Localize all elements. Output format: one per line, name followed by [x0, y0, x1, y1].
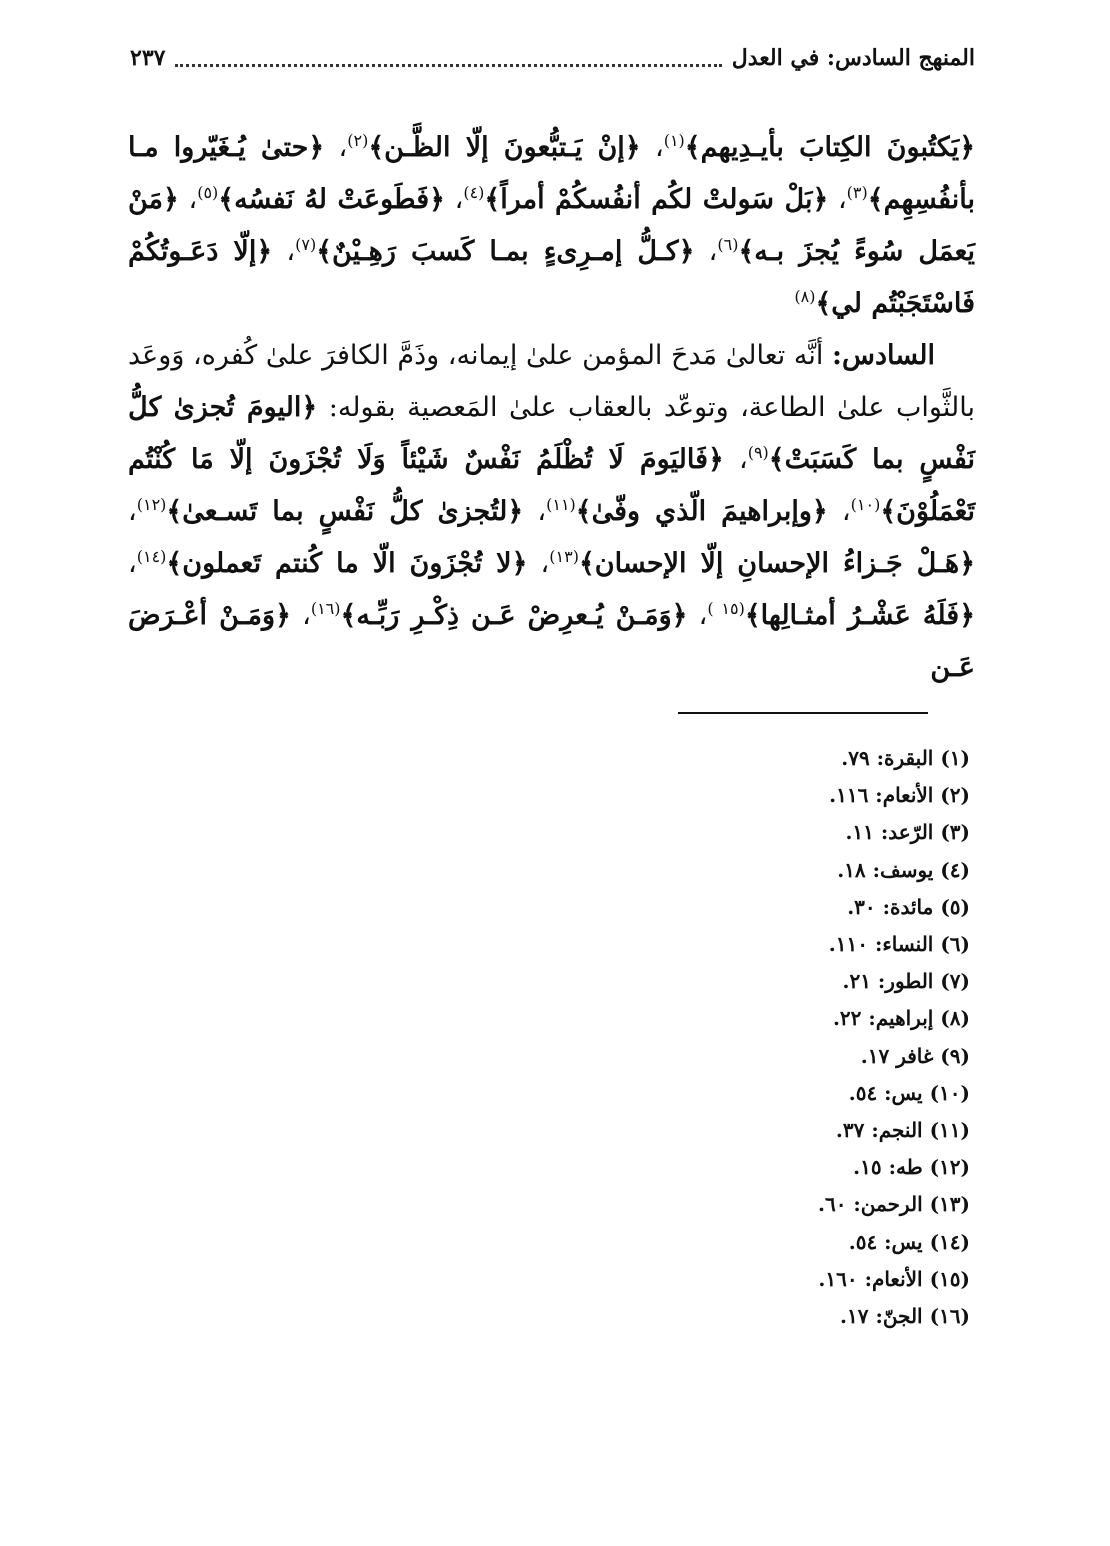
- running-header: [130, 38, 975, 78]
- paragraph-sixth: السادس: أنَّه تعالىٰ مَدحَ المؤمن علىٰ إيمانه، وذَمَّ الكافرَ علىٰ كُفره، وَوعَد بالثَّواب علىٰ الطاعة، وتوعّد بالعقاب علىٰ المَعصية بقوله: ﴿اليومَ تُجزىٰ كلُّ نَفْسٍ بما كَسَبَتْ﴾$^{(٩)}$، ﴿فَاليَومَ لَا تُظْلَمُ نَفْسٌ شَيْئاً وَلَا تُجْزَونَ إلّا مَا كُنْتُم تَعْمَلُوْنَ﴾$^{(١٠)}$، ﴿وإبراهيمَ الّذي وفّىٰ﴾$^{(١١)}$، ﴿لتُجزىٰ كلُّ نَفْسٍ بما تَسـعىٰ﴾$^{(١٢)}$، ﴿هَـلْ جَـزاءُ الإحسانِ إلّا الإحسان﴾$^{(١٣)}$، ﴿لا تُجْزَونَ الّا ما كُنتم تَعملون﴾$^{(١٤)}$، ﴿فَلَهُ عَشْـرُ أمثـالِها﴾$^{(١٥ )}$، ﴿وَمَـنْ يُـعرِضْ عَـن ذِكْـرِ رَبِّـه﴾$^{(١٦)}$، ﴿وَمَـنْ أعْـرَضَ عَـن: [128, 340, 976, 683]
- footnote-ref[interactable]: (١٤): [136, 547, 167, 566]
- footnote-ref[interactable]: (١٥ ): [707, 599, 745, 618]
- footnote-item: (٨) إبراهيم: ٢٢.: [832, 1006, 970, 1031]
- footnote-ref[interactable]: (٩): [747, 443, 769, 462]
- footnote-ref[interactable]: (١١): [546, 495, 576, 514]
- header-title: المنهج السادس: في العدل: [731, 45, 975, 71]
- footnote-item: (٥) مائدة: ٣٠.: [847, 894, 970, 919]
- footnote-item: (١٤) يس: ٥٤.: [848, 1229, 970, 1254]
- footnote-ref[interactable]: (٢): [347, 131, 369, 150]
- paragraph-intro: أنَّه تعالىٰ مَدحَ المؤمن علىٰ إيمانه، وذَمَّ الكافرَ علىٰ كُفره، وَوعَد بالثَّواب علىٰ الطاعة، وتوعّد بالعقاب علىٰ المَعصية بقوله:: [128, 340, 975, 423]
- quran-verse: ﴿وَمَـنْ يُـعرِضْ عَـن ذِكْـرِ رَبِّـه﴾: [340, 600, 688, 631]
- page-number: ٢٣٧: [130, 45, 166, 71]
- footnote-item: (١) البقرة: ٧٩.: [841, 746, 970, 770]
- quran-verse: ﴿وإبراهيمَ الّذي وفّىٰ﴾: [575, 496, 828, 527]
- quran-verse: ﴿يَكتُبونَ الكِتابَ بأيـدِيهم﴾: [684, 132, 976, 163]
- footnotes-list: [550, 740, 970, 1335]
- footnote-ref[interactable]: (١٣): [549, 547, 579, 566]
- quran-verse: ﴿بَلْ سَولتْ لكُم أنفُسكُمْ أمراً﴾: [484, 184, 829, 215]
- footnote-item: (١٥) الأنعام: ١٦٠.: [818, 1266, 970, 1291]
- section-lead: السادس:: [832, 340, 936, 371]
- footnote-ref[interactable]: (٥): [197, 183, 219, 202]
- footnote-ref[interactable]: (١): [663, 131, 685, 150]
- footnote-item: (٣) الرّعد: ١١.: [845, 820, 970, 845]
- quran-verse: ﴿لا تُجْزَونَ الّا ما كُنتم تَعملون﴾: [166, 548, 528, 579]
- footnote-ref[interactable]: (٧): [295, 235, 317, 254]
- quran-verse: ﴿وَمَـنْ أعْـرَضَ عَـن: [128, 600, 975, 683]
- footnote-item: (١٦) الجنّ: ١٧.: [840, 1304, 970, 1329]
- quran-verse: ﴿لتُجزىٰ كلُّ نَفْسٍ بما تَسـعىٰ﴾: [166, 496, 524, 527]
- main-text: [128, 122, 975, 694]
- footnote-item: (٤) يوسف: ١٨.: [837, 857, 970, 882]
- footnote-item: (٦) النساء: ١١٠.: [828, 932, 970, 957]
- header-leader-dots: [175, 50, 721, 67]
- quran-verse: ﴿مَنْ يَعمَل سُوءً يُجزَ بـه﴾: [128, 184, 976, 267]
- footnote-ref[interactable]: (١٢): [136, 495, 167, 514]
- paragraph-verses: ﴿يَكتُبونَ الكِتابَ بأيـدِيهم﴾$^{(١)}$، ﴿إنْ يَـتبُّعونَ إلّا الظَّـن﴾$^{(٢)}$، ﴿حتىٰ يُـغَيّروا مـا بأنفُسِهِم﴾$^{(٣)}$، ﴿بَلْ سَولتْ لكُم أنفُسكُمْ أمراً﴾$^{(٤)}$، ﴿فَطَوعَتْ لهُ نَفسُه﴾$^{(٥)}$، ﴿مَنْ يَعمَل سُوءً يُجزَ بـه﴾$^{(٦)}$، ﴿كـلُّ إمـرِىءٍ بمـا كَسبَ رَهِـيْنٌ﴾$^{(٧)}$، ﴿إلّا دَعَـوتُكُمْ فَاسْتَجَبْتُم لي﴾$^{(٨)}$: [128, 131, 976, 319]
- footnote-item: (١٢) طه: ١٥.: [853, 1155, 970, 1180]
- footnote-item: (٢) الأنعام: ١١٦.: [829, 783, 970, 808]
- quran-verse: ﴿كـلُّ إمـرِىءٍ بمـا كَسبَ رَهِـيْنٌ﴾: [316, 236, 695, 267]
- footnote-ref[interactable]: (٦): [717, 235, 739, 254]
- footnote-item: (٩) غافر ١٧.: [860, 1043, 970, 1068]
- footnote-ref[interactable]: (٤): [463, 183, 485, 202]
- footnote-ref[interactable]: (١٦): [310, 599, 341, 618]
- footnote-item: (١٠) يس: ٥٤.: [848, 1080, 970, 1105]
- footnote-separator: [678, 712, 928, 714]
- footnote-item: (١٣) الرحمن: ٦٠.: [817, 1192, 970, 1217]
- quran-verse: ﴿حتىٰ يُـغَيّروا مـا بأنفُسِهِم﴾: [128, 132, 975, 215]
- footnote-ref[interactable]: (٨): [794, 287, 816, 306]
- footnote-item: (١١) النجم: ٣٧.: [835, 1118, 970, 1143]
- quran-verse: ﴿فَلَهُ عَشْـرُ أمثـالِها﴾: [744, 600, 976, 631]
- quran-verse: ﴿اليومَ تُجزىٰ كلُّ نَفْسٍ بما كَسَبَتْ﴾: [128, 392, 975, 475]
- footnote-ref[interactable]: (٣): [846, 183, 868, 202]
- footnote-ref[interactable]: (١٠): [850, 495, 881, 514]
- quran-verse: ﴿إلّا دَعَـوتُكُمْ فَاسْتَجَبْتُم لي﴾: [128, 236, 975, 319]
- quran-verse: ﴿هَـلْ جَـزاءُ الإحسانِ إلّا الإحسان﴾: [578, 548, 976, 579]
- quran-verse: ﴿فَاليَومَ لَا تُظْلَمُ نَفْسٌ شَيْئاً وَلَا تُجْزَونَ إلّا مَا كُنْتُم تَعْمَلُوْنَ﴾: [128, 444, 976, 527]
- quran-verse: ﴿إنْ يَـتبُّعونَ إلّا الظَّـن﴾: [368, 132, 641, 163]
- footnote-item: (٧) الطور: ٢١.: [842, 969, 970, 994]
- quran-verse: ﴿فَطَوعَتْ لهُ نَفسُه﴾: [218, 184, 445, 215]
